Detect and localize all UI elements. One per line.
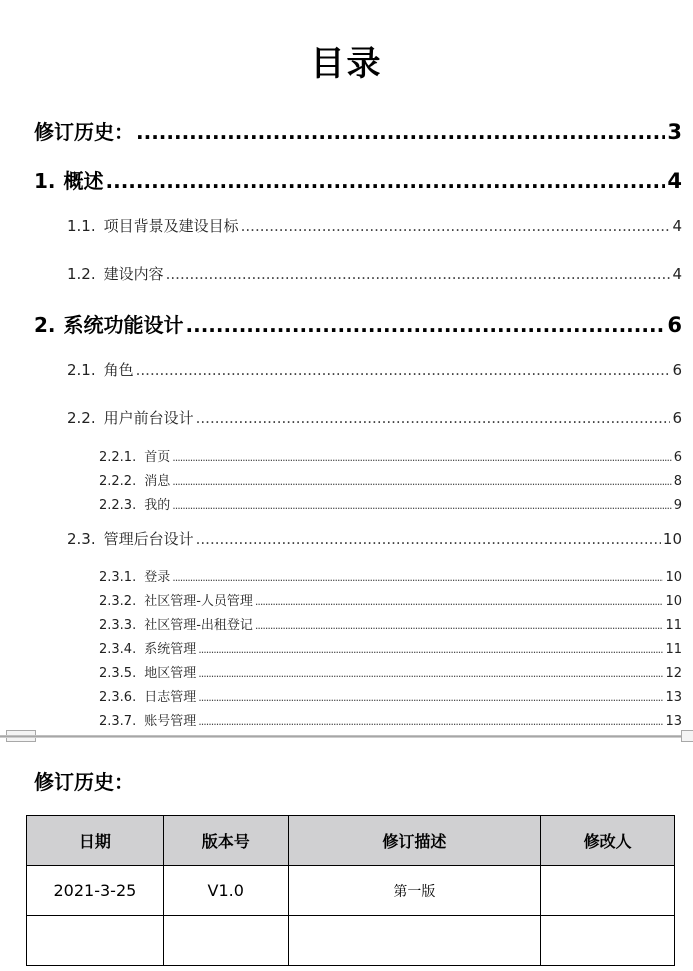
- toc-entry-label: 项目背景及建设目标: [103, 217, 239, 235]
- toc-leader-dots: [255, 619, 664, 632]
- toc-entry-label: 首页: [144, 450, 171, 465]
- toc-entry-label: 用户前台设计: [103, 409, 194, 427]
- column-header-author: 修改人: [541, 816, 675, 866]
- toc-entry-number: 2.2.: [67, 409, 96, 427]
- cell-description[interactable]: 第一版: [288, 866, 541, 916]
- toc-entry-label: 系统功能设计: [63, 313, 184, 337]
- toc-entry-2-3-1[interactable]: [99, 566, 682, 585]
- toc-entry-number: 2.3.: [67, 530, 96, 548]
- column-header-description: 修订描述: [288, 816, 541, 866]
- toc-page-number: 8: [673, 474, 682, 489]
- toc-entry-number: 1.2.: [67, 265, 96, 283]
- toc-page-number: 6: [673, 450, 682, 465]
- toc-page-number: 13: [665, 714, 682, 729]
- toc-entry-label: 日志管理: [144, 690, 197, 705]
- toc-entry-2-3-6[interactable]: [99, 686, 682, 705]
- toc-entry-number: 2.3.4.: [99, 642, 137, 657]
- cell-version[interactable]: [163, 916, 288, 966]
- toc-entry-2-2[interactable]: [67, 407, 682, 428]
- toc-leader-dots: [172, 451, 671, 464]
- toc-leader-dots: [198, 715, 663, 728]
- toc-page-number: 4: [672, 217, 682, 235]
- toc-entry-label: 社区管理-出租登记: [144, 618, 253, 633]
- toc-entry-1-2[interactable]: [67, 263, 682, 284]
- toc-page-number: 12: [665, 666, 682, 681]
- toc-entry-number: 2.3.3.: [99, 618, 137, 633]
- toc-entry-label: 系统管理: [144, 642, 197, 657]
- toc-entry-label: 地区管理: [144, 666, 197, 681]
- toc-leader-dots: [136, 120, 665, 144]
- cell-author[interactable]: [541, 916, 675, 966]
- toc-entry-number: 1.: [34, 169, 56, 193]
- toc-page-number: 10: [665, 594, 682, 609]
- toc-leader-dots: [172, 475, 671, 488]
- toc-page-number: 6: [672, 409, 682, 427]
- toc-entry-label: 账号管理: [144, 714, 197, 729]
- cell-date[interactable]: 2021-3-25: [27, 866, 164, 916]
- toc-entry-label: 管理后台设计: [103, 530, 194, 548]
- cell-description[interactable]: [288, 916, 541, 966]
- revision-history-heading: 修订历史：: [34, 770, 134, 794]
- toc-page-number: 11: [665, 618, 682, 633]
- toc-entry-label: 消息: [144, 474, 171, 489]
- toc-entry-2-3-5[interactable]: [99, 662, 682, 681]
- toc-entry-number: 2.2.3.: [99, 498, 137, 513]
- column-header-version: 版本号: [163, 816, 288, 866]
- toc-title: 目录: [310, 44, 383, 84]
- page-break-marker-right: [681, 730, 693, 742]
- toc-entry-label: 角色: [103, 361, 134, 379]
- toc-page-number: 11: [665, 642, 682, 657]
- cell-date[interactable]: [27, 916, 164, 966]
- toc-leader-dots: [186, 313, 666, 337]
- toc-entry-number: 2.1.: [67, 361, 96, 379]
- toc-leader-dots: [198, 643, 663, 656]
- toc-leader-dots: [196, 409, 671, 427]
- table-header-row: [27, 816, 675, 866]
- toc-leader-dots: [166, 265, 671, 283]
- toc-entry-label: 我的: [144, 498, 171, 513]
- toc-entry-number: 2.3.5.: [99, 666, 137, 681]
- table-row: [27, 916, 675, 966]
- toc-leader-dots: [241, 217, 671, 235]
- toc-entry-number: 1.1.: [67, 217, 96, 235]
- toc-leader-dots: [106, 169, 666, 193]
- toc-entry-label: 登录: [144, 570, 171, 585]
- toc-entry-number: 2.3.1.: [99, 570, 137, 585]
- toc-page-number: 10: [665, 570, 682, 585]
- toc-leader-dots: [172, 499, 671, 512]
- toc-entry-2-3[interactable]: [67, 528, 682, 549]
- toc-entry-number: 2.2.2.: [99, 474, 137, 489]
- toc-entry-2-3-4[interactable]: [99, 638, 682, 657]
- toc-entry-number: 2.3.7.: [99, 714, 137, 729]
- toc-entry-2-2-3[interactable]: [99, 494, 682, 513]
- toc-entry-label: 社区管理-人员管理: [144, 594, 253, 609]
- revision-history-table: [26, 815, 675, 966]
- toc-entry-2-2-2[interactable]: [99, 470, 682, 489]
- toc-entry-label: 修订历史：: [34, 120, 134, 144]
- toc-page-number: 4: [672, 265, 682, 283]
- toc-entry-label: 概述: [63, 169, 104, 193]
- toc-leader-dots: [196, 530, 661, 548]
- toc-entry-2-3-7[interactable]: [99, 710, 682, 729]
- page-break-line: [0, 735, 693, 738]
- toc-entry-1[interactable]: [34, 165, 682, 194]
- toc-leader-dots: [198, 691, 663, 704]
- toc-page-number: 4: [667, 169, 682, 193]
- toc-entry-2[interactable]: [34, 309, 682, 338]
- toc-leader-dots: [198, 667, 663, 680]
- toc-page-number: 6: [667, 313, 682, 337]
- toc-entry-number: 2.3.6.: [99, 690, 137, 705]
- toc-page-number: 3: [667, 120, 682, 144]
- toc-leader-dots: [255, 595, 664, 608]
- toc-entry-number: 2.3.2.: [99, 594, 137, 609]
- toc-page-number: 6: [672, 361, 682, 379]
- toc-entry-2-1[interactable]: [67, 359, 682, 380]
- toc-entry-2-3-3[interactable]: [99, 614, 682, 633]
- cell-version[interactable]: V1.0: [163, 866, 288, 916]
- toc-page-number: 9: [673, 498, 682, 513]
- toc-entry-2-2-1[interactable]: [99, 446, 682, 465]
- toc-page-number: 13: [665, 690, 682, 705]
- toc-page-number: 10: [662, 530, 682, 548]
- cell-author[interactable]: [541, 866, 675, 916]
- toc-entry-1-1[interactable]: [67, 215, 682, 236]
- table-row: [27, 866, 675, 916]
- toc-entry-2-3-2[interactable]: [99, 590, 682, 609]
- toc-entry-number: 2.2.1.: [99, 450, 137, 465]
- toc-leader-dots: [136, 361, 671, 379]
- toc-entry-revision-history[interactable]: [34, 116, 682, 145]
- column-header-date: 日期: [27, 816, 164, 866]
- toc-entry-label: 建设内容: [103, 265, 164, 283]
- toc-leader-dots: [172, 571, 663, 584]
- toc-entry-number: 2.: [34, 313, 56, 337]
